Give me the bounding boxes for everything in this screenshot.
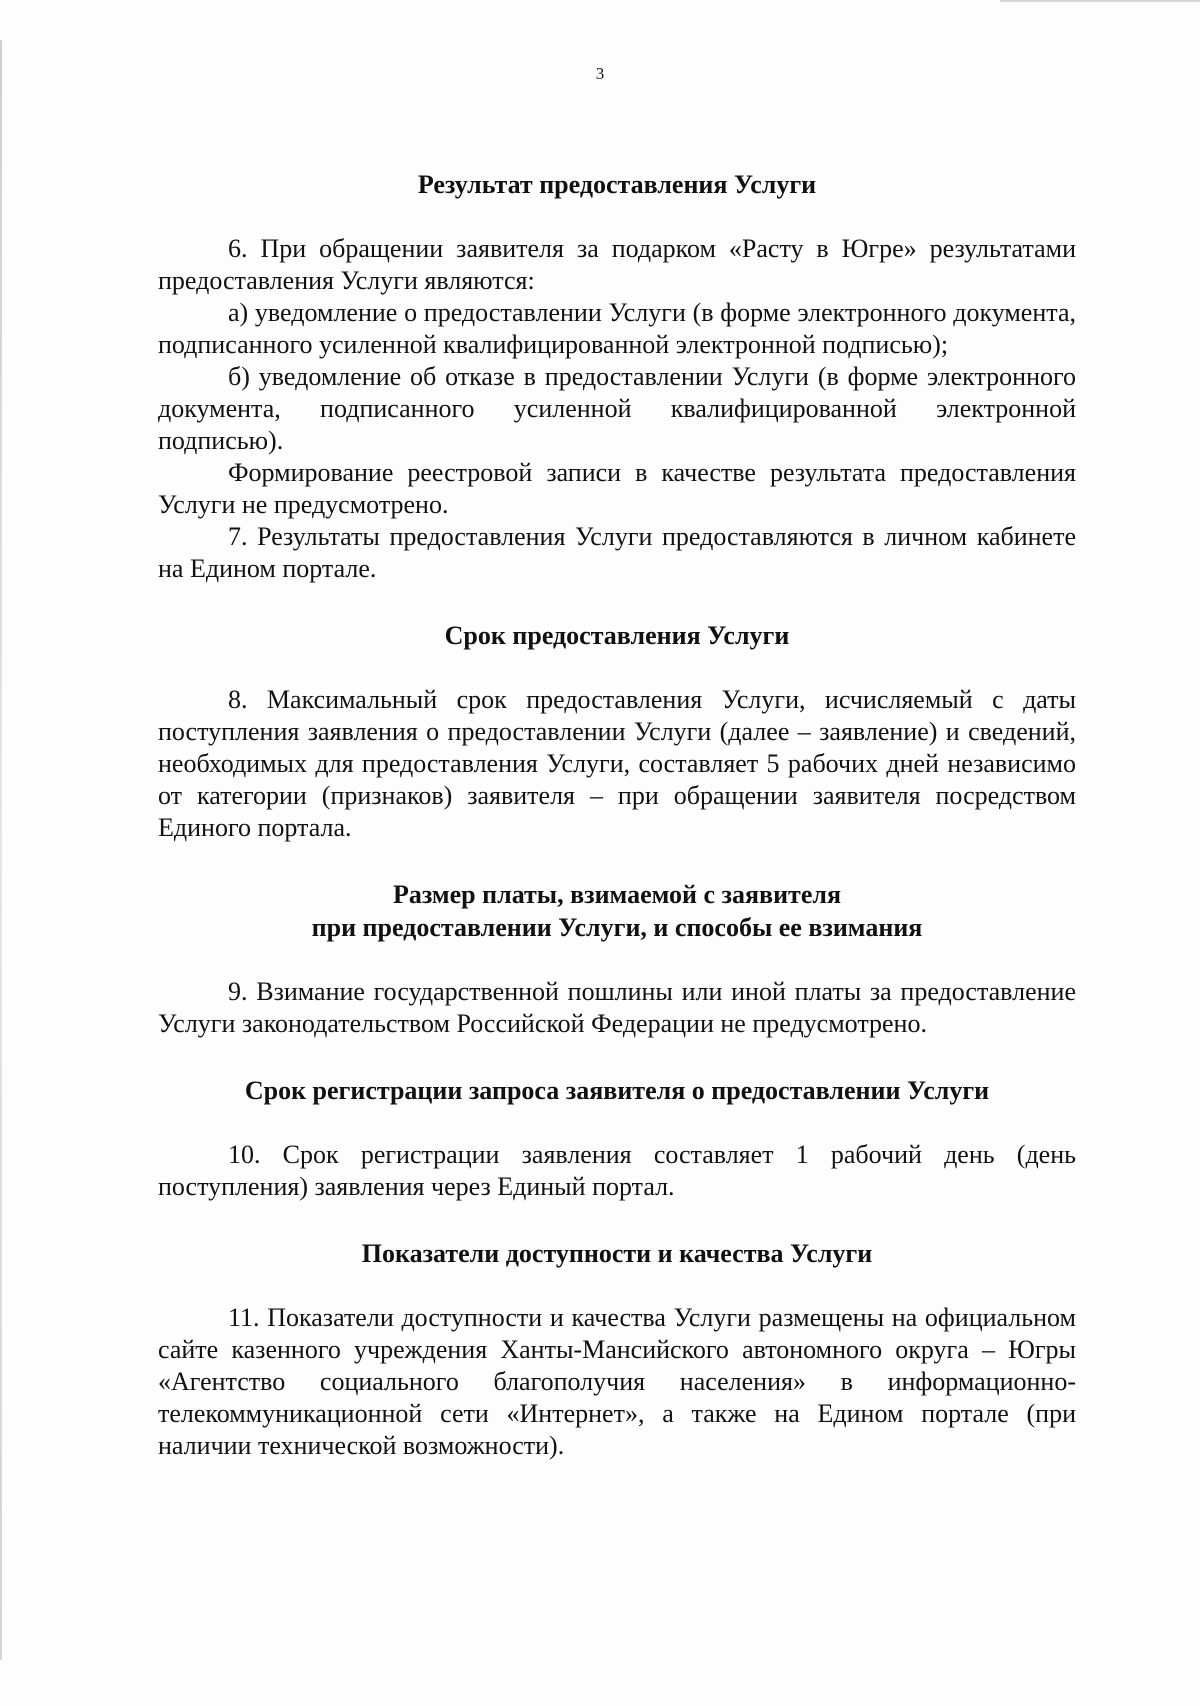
paragraph-10: 10. Срок регистрации заявления составляет 1 рабочий день (день поступления) заявления через Единый портал.	[158, 1140, 1076, 1201]
paragraph-6b: б) уведомление об отказе в предоставлении Услуги (в форме электронного документа, подписанного усиленной квалифицированной электронной подписью).	[158, 362, 1076, 455]
section-heading-result: Результат предоставления Услуги	[417, 170, 817, 199]
section-heading-registration: Срок регистрации запроса заявителя о предоставлении Услуги	[244, 1076, 990, 1105]
paragraph-9: 9. Взимание государственной пошлины или иной платы за предоставление Услуги законодательством Российской Федерации не предусмотрено.	[158, 977, 1076, 1038]
scan-edge-top	[1000, 0, 1200, 2]
paragraph-8: 8. Максимальный срок предоставления Услуги, исчисляемый с даты поступления заявления о предоставлении Услуги (далее – заявление) и сведений, необходимых для предоставления Услуги, составляет 5 рабочих дней независимо от категории (признаков) заявителя – при обращении заявителя посредством Единого портала.	[158, 685, 1076, 842]
paragraph-6a: а) уведомление о предоставлении Услуги (в форме электронного документа, подписанного усиленной квалифицированной электронной подписью);	[158, 298, 1076, 359]
section-heading-fee	[158, 878, 1076, 944]
document-body	[158, 168, 1076, 1462]
scan-edge-left	[0, 40, 2, 1660]
paragraph-11: 11. Показатели доступности и качества Услуги размещены на официальном сайте казенного учреждения Ханты-Мансийского автономного округа – Югры «Агентство социального благополучия населения» в информационно-телекоммуникационной сети «Интернет», а также на Едином портале (при наличии технической возможности).	[158, 1303, 1076, 1460]
section-heading-term: Срок предоставления Услуги	[444, 621, 790, 650]
paragraph-7: 7. Результаты предоставления Услуги предоставляются в личном кабинете на Едином портале.	[158, 522, 1076, 583]
paragraph-6: 6. При обращении заявителя за подарком «Расту в Югре» результатами предоставления Услуги являются:	[158, 234, 1076, 295]
page-number: 3	[595, 64, 605, 83]
section-heading-fee-line1: Размер платы, взимаемой с заявителя	[392, 880, 842, 909]
paragraph-registry: Формирование реестровой записи в качестве результата предоставления Услуги не предусмотрено.	[158, 458, 1076, 519]
section-heading-fee-line2: при предоставлении Услуги, и способы ее взимания	[311, 913, 923, 942]
section-heading-quality: Показатели доступности и качества Услуги	[361, 1239, 873, 1268]
